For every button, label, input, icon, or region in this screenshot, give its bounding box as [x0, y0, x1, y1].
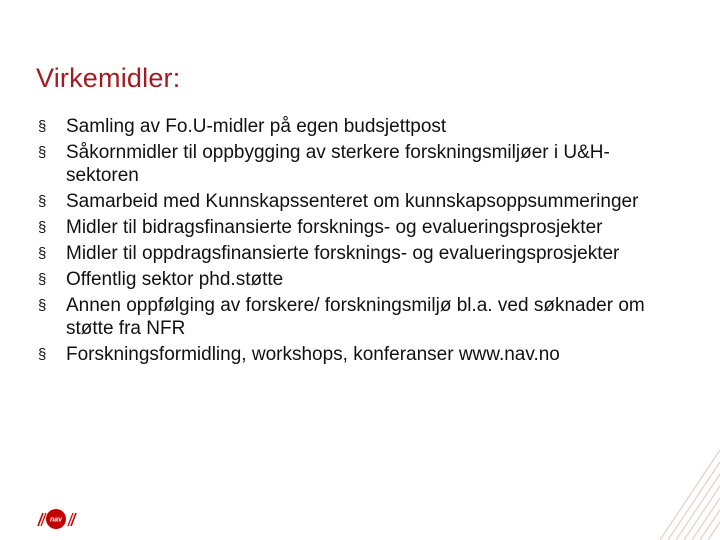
bullet-text: Samarbeid med Kunnskapssenteret om kunnskapsoppsummeringer — [66, 191, 639, 212]
bullet-text: Annen oppfølging av forskere/ forskningsmiljø bl.a. ved søknader om støtte fra NFR — [66, 295, 645, 339]
slide-title: Virkemidler: — [36, 63, 181, 93]
bullet-marker: § — [38, 193, 47, 210]
bullet-marker: § — [38, 144, 47, 161]
bullet-marker: § — [38, 245, 47, 262]
bullet-marker: § — [38, 346, 47, 363]
bullet-text: Såkornmidler til oppbygging av sterkere forskningsmiljøer i U&H-sektoren — [66, 142, 610, 186]
bullet-marker: § — [38, 219, 47, 236]
bullet-text: Midler til bidragsfinansierte forsknings- og evalueringsprosjekter — [66, 217, 603, 238]
bullet-marker: § — [38, 271, 47, 288]
bullet-item — [38, 343, 678, 366]
bullet-item — [38, 268, 678, 291]
bullet-text: Forskningsformidling, workshops, konferanser www.nav.no — [66, 344, 560, 365]
bullet-item — [38, 115, 678, 138]
svg-text:nav: nav — [49, 516, 63, 524]
bullet-item — [38, 294, 678, 340]
bullet-item — [38, 141, 678, 187]
bullet-marker: § — [38, 118, 47, 135]
corner-hatch-decoration — [660, 450, 720, 540]
bullet-text: Midler til oppdragsfinansierte forsknings- og evalueringsprosjekter — [66, 243, 620, 264]
bullet-text: Samling av Fo.U-midler på egen budsjettpost — [66, 116, 447, 137]
bullet-item — [38, 190, 678, 213]
bullet-list — [38, 115, 678, 369]
bullet-text: Offentlig sektor phd.støtte — [66, 269, 284, 290]
bullet-marker: § — [38, 297, 47, 314]
bullet-item — [38, 216, 678, 239]
nav-logo-icon — [36, 508, 80, 530]
bullet-item — [38, 242, 678, 265]
